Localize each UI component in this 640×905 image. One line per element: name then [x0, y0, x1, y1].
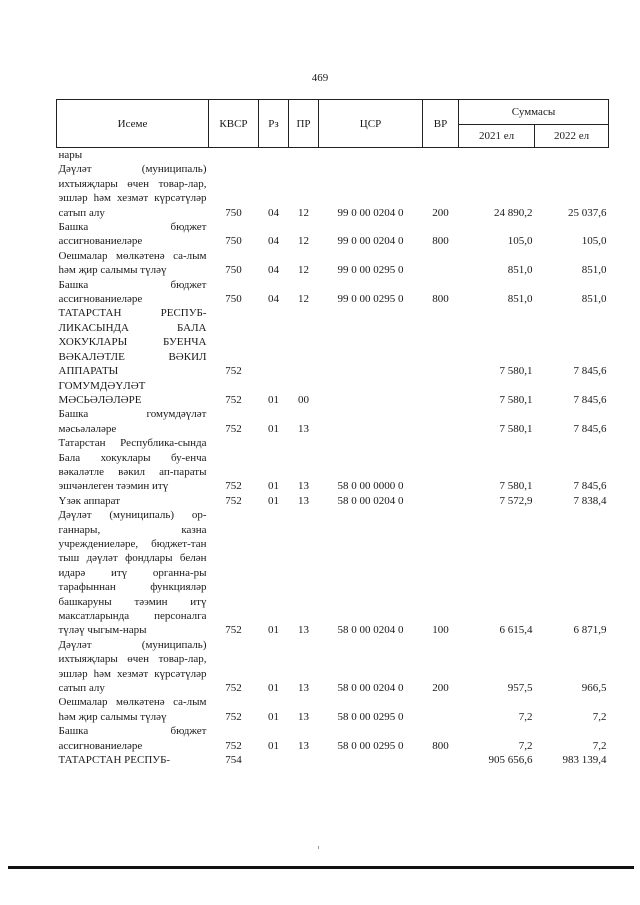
- cell-name: Оешмалар мөлкәтенә са-лым һәм җир салымы түләү: [58, 249, 207, 277]
- cell-csr: [319, 148, 423, 163]
- cell-sum-2021: 105,0: [507, 235, 533, 248]
- cell-vr: 800: [432, 235, 449, 248]
- cell-vr: [423, 249, 459, 278]
- cell-rz: 01: [268, 682, 279, 695]
- cell-rz: 04: [268, 206, 279, 219]
- header-sum: Суммасы: [459, 100, 609, 125]
- cell-pr: 12: [298, 235, 309, 248]
- cell-name: Үзәк аппарат: [58, 494, 121, 507]
- cell-vr: 200: [432, 206, 449, 219]
- cell-vr: 800: [432, 739, 449, 752]
- cell-csr: 58 0 00 0204 0: [337, 624, 404, 637]
- cell-pr: 12: [298, 264, 309, 277]
- table-row: [57, 249, 609, 278]
- cell-vr: [423, 306, 459, 378]
- cell-name: Башка бюджет ассигнованиеләре: [58, 725, 207, 752]
- cell-kvsr: 750: [225, 235, 242, 248]
- cell-vr: [423, 494, 459, 508]
- cell-sum-2022: 7 845,6: [573, 393, 607, 406]
- cell-sum-2022: 25 037,6: [568, 206, 607, 219]
- table-row: [57, 724, 609, 753]
- cell-rz: 01: [268, 710, 279, 723]
- cell-pr: 13: [298, 422, 309, 435]
- table-row: [57, 379, 609, 408]
- table-row: [57, 278, 609, 307]
- cell-rz: [259, 306, 289, 378]
- table-row: [57, 220, 609, 249]
- cell-pr: [289, 306, 319, 378]
- cell-sum-2022: 7 845,6: [573, 365, 607, 378]
- header-name: Исеме: [57, 100, 209, 148]
- cell-pr: 13: [298, 624, 309, 637]
- header-pr: ПР: [289, 100, 319, 148]
- cell-pr: 13: [298, 682, 309, 695]
- cell-sum-2022: 851,0: [581, 264, 607, 277]
- cell-kvsr: 754: [225, 754, 242, 767]
- budget-table: [56, 99, 609, 767]
- cell-sum-2021: 7 580,1: [499, 480, 533, 493]
- cell-name: Дәүләт (муниципаль) ихтыяҗлары өчен товар-лар, эшләр һәм хезмәт күрсәтүләр сатып алу: [58, 163, 207, 219]
- cell-sum-2022: 7,2: [592, 710, 607, 723]
- cell-sum-2022: 851,0: [581, 293, 607, 306]
- cell-sum-2021: 7,2: [518, 710, 533, 723]
- cell-kvsr: 752: [225, 682, 242, 695]
- cell-csr: 58 0 00 0204 0: [337, 682, 404, 695]
- cell-vr: [423, 407, 459, 436]
- cell-csr: 58 0 00 0204 0: [337, 494, 404, 507]
- cell-csr: 99 0 00 0204 0: [337, 206, 404, 219]
- table-row: [57, 638, 609, 696]
- cell-csr: 99 0 00 0295 0: [337, 293, 404, 306]
- table-row: [57, 494, 609, 508]
- cell-pr: [289, 753, 319, 767]
- table-body: [57, 148, 609, 768]
- cell-pr: 12: [298, 293, 309, 306]
- cell-vr: 800: [432, 293, 449, 306]
- cell-kvsr: 750: [225, 264, 242, 277]
- cell-sum-2021: 851,0: [507, 264, 533, 277]
- cell-vr: [423, 379, 459, 408]
- cell-sum-2021: 7 580,1: [499, 365, 533, 378]
- cell-kvsr: 752: [225, 624, 242, 637]
- cell-sum-2022: [535, 148, 609, 163]
- scan-mark: [318, 846, 319, 849]
- cell-rz: 01: [268, 422, 279, 435]
- cell-sum-2022: 983 139,4: [562, 754, 607, 767]
- cell-name: Дәүләт (муниципаль) ихтыяҗлары өчен товар-лар, эшләр һәм хезмәт күрсәтүләр сатып алу: [58, 638, 207, 695]
- cell-kvsr: 752: [225, 480, 242, 493]
- cell-kvsr: 752: [225, 422, 242, 435]
- cell-pr: 00: [298, 393, 309, 406]
- cell-rz: [259, 753, 289, 767]
- table-row: [57, 407, 609, 436]
- cell-csr: [319, 379, 423, 408]
- cell-vr: [423, 753, 459, 767]
- cell-vr: [423, 436, 459, 494]
- page-number: 469: [311, 72, 329, 84]
- cell-sum-2021: 851,0: [507, 293, 533, 306]
- cell-name: Дәүләт (муниципаль) ор-ганнары, казна учреждениеләре, бюджет-тан тыш дәүләт фондлары белән идарә итү органна-ры тарафыннан функцияләр башкаруны тәэмин итү максатларында персоналга түләү чыгым-нары: [58, 509, 207, 637]
- cell-rz: 01: [268, 393, 279, 406]
- cell-name: Татарстан Республика-сында Бала хокуклары бу-енча вәкаләтле вәкил ап-параты эшчәнлеген тәэмин итү: [58, 437, 207, 493]
- cell-rz: 01: [268, 494, 279, 507]
- cell-csr: 58 0 00 0295 0: [337, 739, 404, 752]
- table-row: [57, 695, 609, 724]
- cell-sum-2022: 6 871,9: [573, 624, 607, 637]
- cell-csr: [319, 407, 423, 436]
- cell-sum-2021: 6 615,4: [499, 624, 533, 637]
- cell-rz: 04: [268, 235, 279, 248]
- cell-kvsr: 752: [225, 739, 242, 752]
- cell-pr: 13: [298, 494, 309, 507]
- cell-name: Башка бюджет ассигнованиеләре: [58, 278, 207, 306]
- cell-csr: 99 0 00 0204 0: [337, 235, 404, 248]
- header-year-2022: 2022 ел: [535, 125, 609, 148]
- table-row: [57, 508, 609, 638]
- cell-pr: 13: [298, 739, 309, 752]
- table-row: [57, 436, 609, 494]
- cell-sum-2021: 7,2: [518, 739, 533, 752]
- cell-kvsr: 752: [225, 393, 242, 406]
- cell-pr: [289, 148, 319, 163]
- cell-name: Оешмалар мөлкәтенә са-лым һәм җир салымы түләү: [58, 696, 207, 723]
- cell-vr: [423, 695, 459, 724]
- cell-kvsr: 752: [225, 494, 242, 507]
- cell-name: Башка гомумдәүләт мәсьәләләре: [58, 408, 207, 435]
- cell-sum-2021: 7 580,1: [499, 422, 533, 435]
- cell-sum-2022: 7 845,6: [573, 422, 607, 435]
- header-rz: Рз: [259, 100, 289, 148]
- cell-csr: [319, 306, 423, 378]
- cell-csr: 58 0 00 0295 0: [337, 710, 404, 723]
- cell-sum-2021: 7 572,9: [499, 494, 533, 507]
- header-vr: ВР: [423, 100, 459, 148]
- cell-pr: 12: [298, 206, 309, 219]
- cell-rz: 01: [268, 624, 279, 637]
- cell-vr: 100: [432, 624, 449, 637]
- table-row: [57, 148, 609, 163]
- cell-pr: 13: [298, 480, 309, 493]
- table-row: [57, 753, 609, 767]
- cell-name: ТАТАРСТАН РЕСПУБ-: [58, 754, 171, 767]
- table-header: [57, 100, 609, 148]
- cell-vr: [423, 148, 459, 163]
- cell-rz: 04: [268, 264, 279, 277]
- cell-rz: 04: [268, 293, 279, 306]
- header-kvsr: КВСР: [209, 100, 259, 148]
- cell-name: ГОМУМДӘҮЛӘТ МӘСЬӘЛӘЛӘРЕ: [58, 379, 146, 406]
- cell-sum-2021: 7 580,1: [499, 393, 533, 406]
- cell-sum-2022: 7 838,4: [573, 494, 607, 507]
- cell-csr: 58 0 00 0000 0: [337, 480, 404, 493]
- cell-vr: 200: [432, 682, 449, 695]
- cell-rz: [259, 148, 289, 163]
- cell-csr: [319, 753, 423, 767]
- header-csr: ЦСР: [319, 100, 423, 148]
- table-row: [57, 306, 609, 378]
- cell-kvsr: 750: [225, 206, 242, 219]
- cell-kvsr: [209, 148, 259, 163]
- cell-name: нары: [58, 149, 83, 161]
- bottom-border-bar: [8, 866, 634, 869]
- cell-name: Башка бюджет ассигнованиеләре: [58, 221, 207, 248]
- cell-rz: 01: [268, 480, 279, 493]
- table-row: [57, 162, 609, 220]
- cell-pr: 13: [298, 710, 309, 723]
- cell-sum-2021: 905 656,6: [488, 754, 533, 767]
- cell-sum-2022: 966,5: [581, 682, 607, 695]
- cell-csr: 99 0 00 0295 0: [337, 264, 404, 277]
- header-year-2021: 2021 ел: [459, 125, 535, 148]
- cell-sum-2022: 7,2: [592, 739, 607, 752]
- cell-rz: 01: [268, 739, 279, 752]
- cell-sum-2021: [459, 148, 535, 163]
- cell-sum-2021: 24 890,2: [494, 206, 533, 219]
- cell-kvsr: 752: [225, 710, 242, 723]
- cell-sum-2022: 105,0: [581, 235, 607, 248]
- cell-sum-2021: 957,5: [507, 682, 533, 695]
- cell-sum-2022: 7 845,6: [573, 480, 607, 493]
- cell-name: ТАТАРСТАН РЕСПУБ-ЛИКАСЫНДА БАЛА ХОКУКЛАРЫ БУЕНЧА ВӘКАЛӘТЛЕ ВӘКИЛ АППАРАТЫ: [58, 307, 207, 378]
- cell-kvsr: 750: [225, 293, 242, 306]
- cell-kvsr: 752: [225, 365, 242, 378]
